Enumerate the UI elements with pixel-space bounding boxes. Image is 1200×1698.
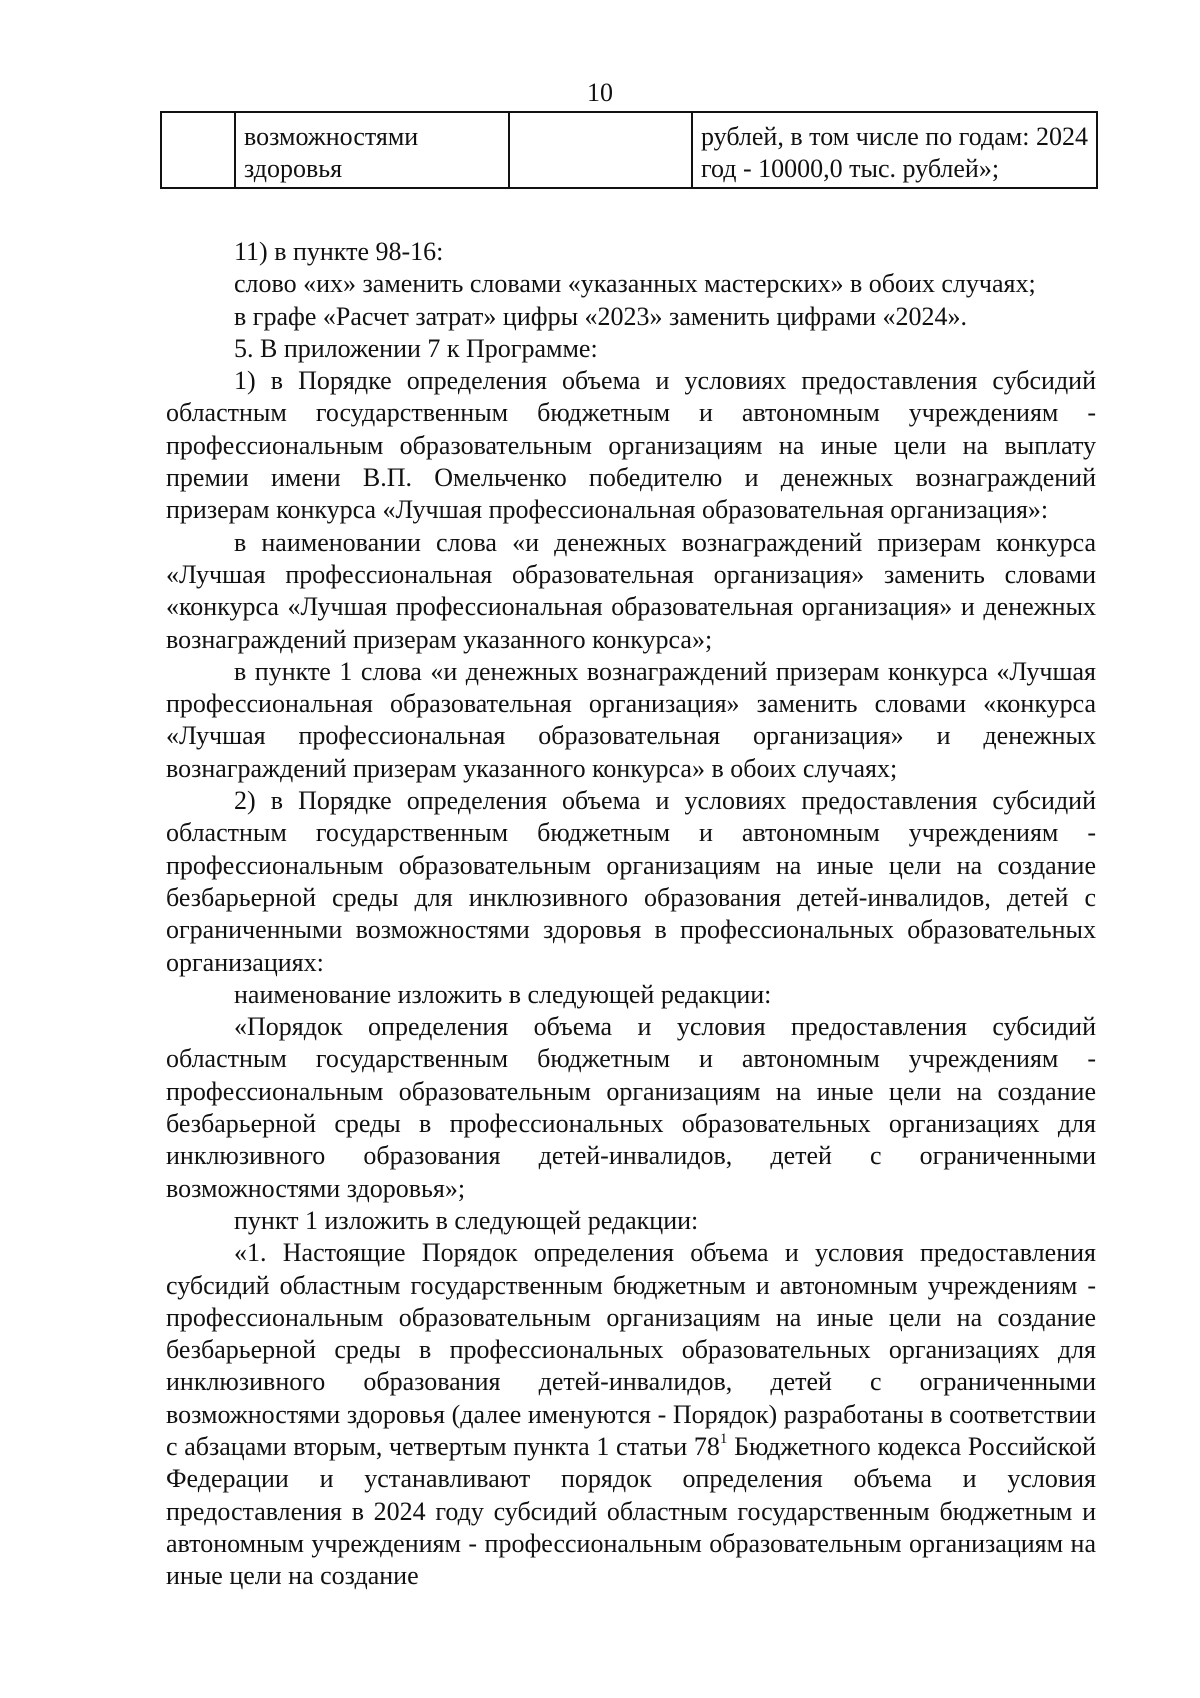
- paragraph: слово «их» заменить словами «указанных мастерских» в обоих случаях;: [234, 269, 1036, 299]
- table-cell-empty-2: [509, 112, 692, 188]
- paragraph: 1) в Порядке определения объема и условиях предоставления субсидий областным государственным бюджетным и автономным учреждениям - профессиональным образовательным организациям на иные цели на выплату премии имени В.П. Омельченко победителю и денежных вознаграждений призерам конкурса «Лучшая профессиональная образовательная организация»:: [166, 366, 1096, 525]
- paragraph-text: «1. Настоящие Порядок определения объема и условия предоставления субсидий областным государственным бюджетным и автономным учреждениям - профессиональным образовательным организациям на иные цели на создание безбарьерной среды в профессиональных образовательных организациях для инклюзивного образования детей-инвалидов, детей с ограниченными возможностями здоровья (далее именуются - Порядок) разработаны в соответствии с абзацами вторым, четвертым пункта 1 статьи 78: [166, 1238, 1096, 1461]
- paragraph: в пункте 1 слова «и денежных вознаграждений призерам конкурса «Лучшая профессиональная образовательная организация» заменить словами «конкурса «Лучшая профессиональная образовательная организация» и денежных вознаграждений призерам указанного конкурса» в обоих случаях;: [166, 656, 1096, 783]
- paragraph: в графе «Расчет затрат» цифры «2023» заменить цифрами «2024».: [234, 301, 967, 331]
- paragraph: пункт 1 изложить в следующей редакции:: [234, 1205, 699, 1235]
- document-body: [166, 236, 1096, 1592]
- paragraph: 2) в Порядке определения объема и условиях предоставления субсидий областным государственным бюджетным и автономным учреждениям - профессиональным образовательным организациям на иные цели на создание безбарьерной среды для инклюзивного образования детей-инвалидов, детей с ограниченными возможностями здоровья в профессиональных образовательных организациях:: [166, 786, 1096, 977]
- paragraph: в наименовании слова «и денежных вознаграждений призерам конкурса «Лучшая профессиональная образовательная организация» заменить словами «конкурса «Лучшая профессиональная образовательная организация» и денежных вознаграждений призерам указанного конкурса»;: [166, 527, 1096, 654]
- page-number: 10: [587, 78, 613, 107]
- continuation-table: [160, 111, 1098, 189]
- superscript: 1: [719, 1430, 728, 1447]
- table-cell-amount: рублей, в том числе по годам: 2024 год - 10000,0 тыс. рублей»;: [692, 112, 1097, 188]
- paragraph: 5. В приложении 7 к Программе:: [234, 333, 598, 363]
- paragraph-item-1: [166, 1237, 1096, 1592]
- table-row: [161, 112, 1097, 188]
- table-cell-text: возможностями здоровья: [235, 112, 509, 188]
- paragraph: 11) в пункте 98-16:: [234, 237, 444, 266]
- paragraph: наименование изложить в следующей редакции:: [234, 979, 772, 1009]
- paragraph-text-continued: Бюджетного кодекса Российской Федерации и устанавливают порядок определения объема и условия предоставления в 2024 году субсидий областным государственным бюджетным и автономным учреждениям - профессиональным образовательным организациям на иные цели на создание: [166, 1431, 1097, 1591]
- table-cell-empty-1: [161, 112, 235, 188]
- paragraph: «Порядок определения объема и условия предоставления субсидий областным государственным бюджетным и автономным учреждениям - профессиональным образовательным организациям на иные цели на создание безбарьерной среды в профессиональных образовательных организациях для инклюзивного образования детей-инвалидов, детей с ограниченными возможностями здоровья»;: [166, 1012, 1096, 1203]
